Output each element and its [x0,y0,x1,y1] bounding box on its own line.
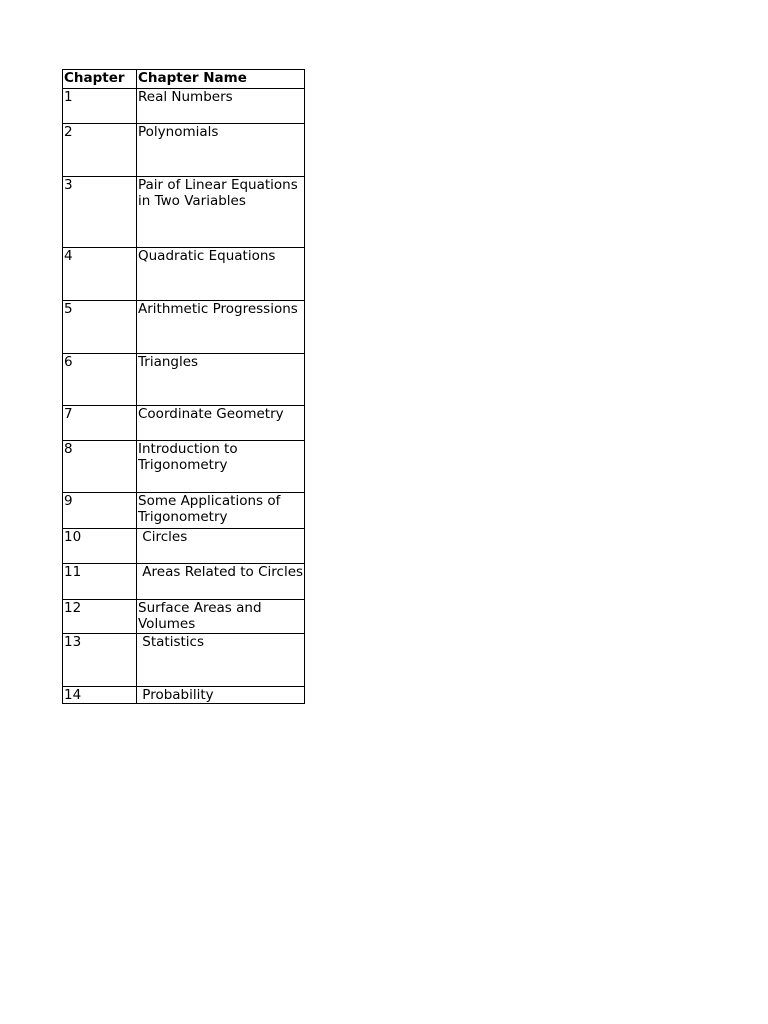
header-chapter-number [63,70,137,89]
chapter-name-cell: Some Applications of Trigonometry [137,493,305,529]
table-row [63,493,305,529]
table-row [63,354,305,406]
chapter-number-cell: 10 [63,529,137,564]
chapter-name-cell: Circles [137,529,305,564]
chapter-number-cell: 14 [63,687,137,704]
table-row [63,301,305,354]
chapter-name-cell: Quadratic Equations [137,248,305,301]
chapter-number-cell: 7 [63,406,137,441]
chapter-number-cell: 9 [63,493,137,529]
chapter-name-cell: Polynomials [137,124,305,177]
chapter-number-cell: 4 [63,248,137,301]
chapter-number-cell: 1 [63,89,137,124]
chapter-number-cell: 13 [63,634,137,687]
chapter-number-cell: 8 [63,441,137,493]
chapter-name-cell: Arithmetic Progressions [137,301,305,354]
table-row [63,248,305,301]
chapter-name-cell: Pair of Linear Equations in Two Variables [137,177,305,248]
header-row [63,70,305,89]
header-chapter-label: Chapter [64,70,125,86]
table-row [63,89,305,124]
table-row [63,124,305,177]
chapter-table [62,69,305,704]
table-row [63,406,305,441]
table-row [63,600,305,634]
chapter-number-cell: 6 [63,354,137,406]
chapter-number-cell: 11 [63,564,137,600]
table-row [63,564,305,600]
chapter-number-cell: 5 [63,301,137,354]
table-row [63,529,305,564]
table-row [63,687,305,704]
table-row [63,634,305,687]
table-row [63,177,305,248]
chapter-name-cell: Statistics [137,634,305,687]
chapter-name-cell: Probability [137,687,305,704]
chapter-name-cell: Areas Related to Circles [137,564,305,600]
chapter-number-cell: 2 [63,124,137,177]
chapter-name-cell: Surface Areas and Volumes [137,600,305,634]
chapter-number-cell: 3 [63,177,137,248]
chapter-name-cell: Introduction to Trigonometry [137,441,305,493]
table-row [63,441,305,493]
chapter-number-cell: 12 [63,600,137,634]
header-chapter-name: Chapter Name [137,70,305,89]
chapter-name-cell: Coordinate Geometry [137,406,305,441]
chapter-name-cell: Real Numbers [137,89,305,124]
chapter-name-cell: Triangles [137,354,305,406]
